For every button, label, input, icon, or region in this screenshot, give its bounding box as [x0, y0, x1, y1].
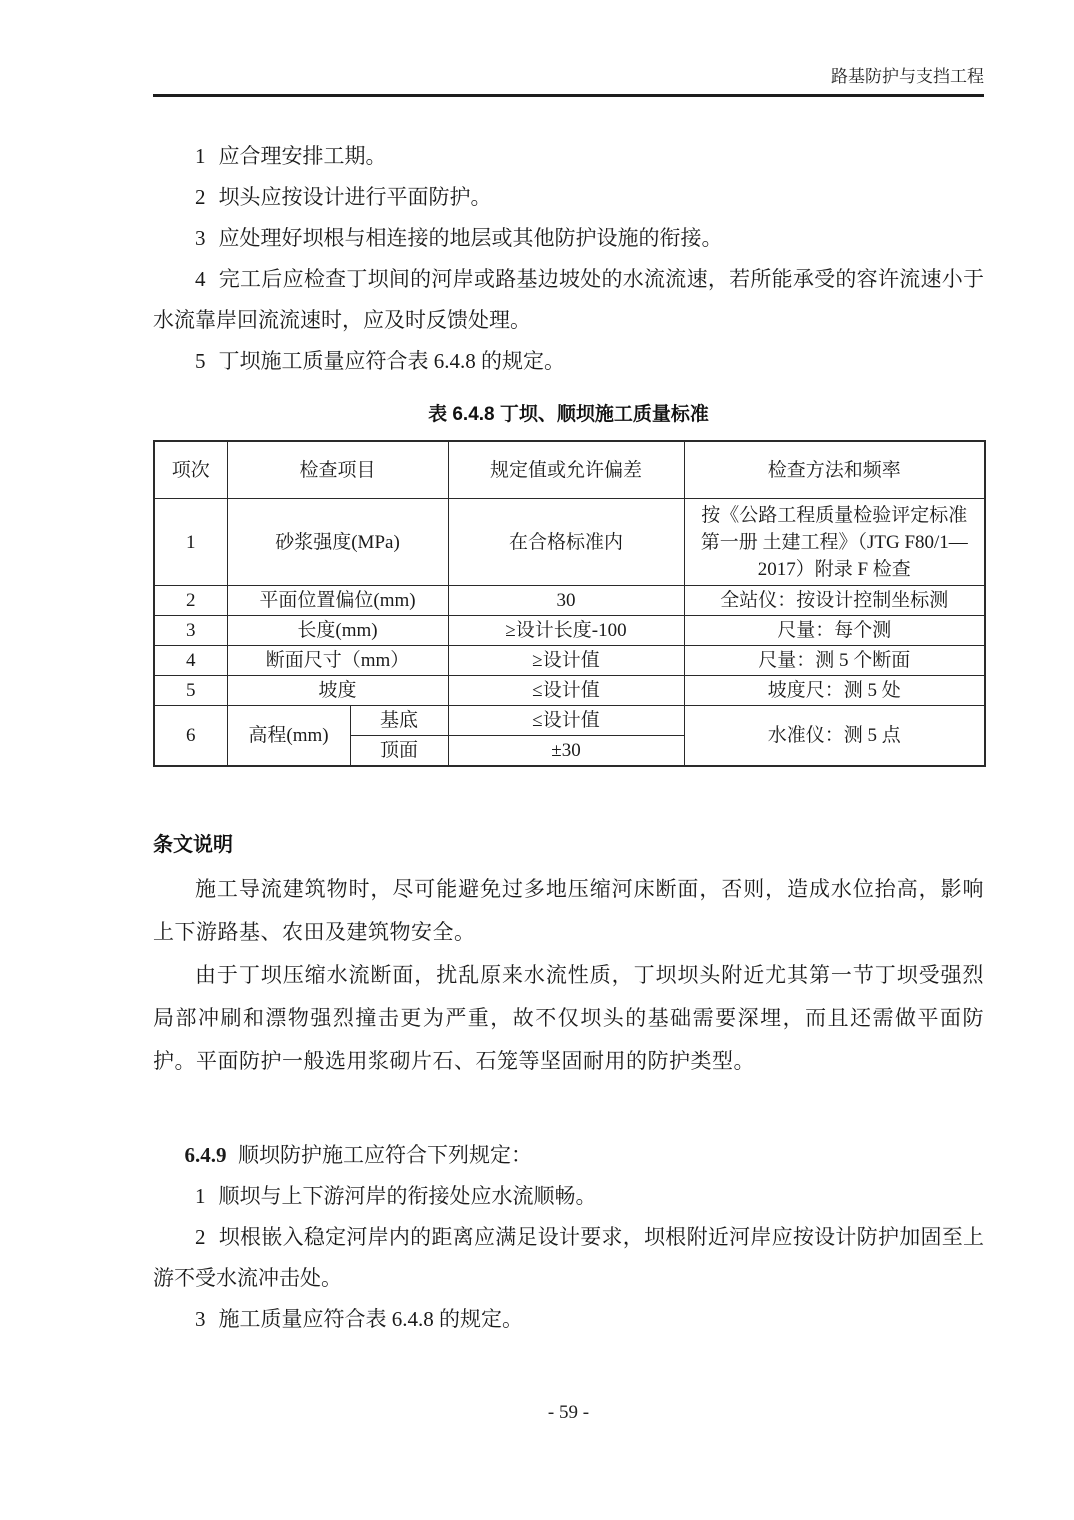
- item-number: 5: [195, 349, 206, 373]
- clause-648-item-4: [153, 259, 984, 341]
- cell-value: 在合格标准内: [448, 499, 684, 586]
- cell-method: 坡度尺：测 5 处: [684, 676, 985, 706]
- table-row-5: [154, 676, 985, 706]
- th-check-item: 检查项目: [227, 441, 448, 499]
- clause-649-heading: [153, 1135, 984, 1176]
- item-number: 2: [195, 1225, 206, 1249]
- item-text: 完工后应检查丁坝间的河岸或路基边坡处的水流流速，若所能承受的容许流速小于水流靠岸回流流速时，应及时反馈处理。: [153, 267, 984, 332]
- cell-method: 按《公路工程质量检验评定标准 第一册 土建工程》（JTG F80/1—2017）附录 F 检查: [684, 499, 985, 586]
- cell-item: 高程(mm): [227, 706, 350, 767]
- item-number: 3: [195, 226, 206, 250]
- item-number: 1: [195, 1184, 206, 1208]
- item-text: 应合理安排工期。: [218, 144, 387, 168]
- item-text: 坝头应按设计进行平面防护。: [218, 185, 492, 209]
- table-row-3: [154, 616, 985, 646]
- clause-648-item-3: [153, 218, 984, 259]
- clause-648-item-1: [153, 136, 984, 177]
- cell-value: ≥设计长度-100: [448, 616, 684, 646]
- cell-item: 长度(mm): [227, 616, 448, 646]
- cell-item: 平面位置偏位(mm): [227, 586, 448, 616]
- clause-649-title: 顺坝防护施工应符合下列规定：: [238, 1143, 533, 1167]
- cell-method: 尺量：测 5 个断面: [684, 646, 985, 676]
- table-row-4: [154, 646, 985, 676]
- th-method: 检查方法和频率: [684, 441, 985, 499]
- table-title: 表 6.4.8 丁坝、顺坝施工质量标准: [428, 404, 709, 425]
- table-row-2: [154, 586, 985, 616]
- cell-value: 30: [448, 586, 684, 616]
- cell-value: ≤设计值: [448, 676, 684, 706]
- cell-method: 尺量：每个测: [684, 616, 985, 646]
- table-header-row: [154, 441, 985, 499]
- quality-standard-table: [153, 440, 986, 767]
- item-text: 丁坝施工质量应符合表 6.4.8 的规定。: [218, 349, 566, 373]
- cell-no: 5: [154, 676, 227, 706]
- table-row-1: [154, 499, 985, 586]
- running-header: [153, 66, 984, 97]
- cell-value: ±30: [448, 736, 684, 767]
- cell-no: 4: [154, 646, 227, 676]
- clause-649-number: 6.4.9: [184, 1143, 227, 1167]
- cell-no: 3: [154, 616, 227, 646]
- commentary-paragraph-2: 由于丁坝压缩水流断面，扰乱原来水流性质，丁坝坝头附近尤其第一节丁坝受强烈局部冲刷和漂物强烈撞击更为严重，故不仅坝头的基础需要深埋，而且还需做平面防护。平面防护一般选用浆砌片石、石笼等坚固耐用的防护类型。: [153, 963, 984, 1073]
- clause-649-item-1: [153, 1176, 984, 1217]
- cell-item: 砂浆强度(MPa): [227, 499, 448, 586]
- cell-item: 坡度: [227, 676, 448, 706]
- cell-sublabel: 顶面: [350, 736, 448, 767]
- table-row-6a: [154, 706, 985, 736]
- item-text: 应处理好坝根与相连接的地层或其他防护设施的衔接。: [218, 226, 723, 250]
- item-number: 2: [195, 185, 206, 209]
- item-text: 顺坝与上下游河岸的衔接处应水流顺畅。: [218, 1184, 597, 1208]
- commentary-heading: 条文说明: [153, 834, 233, 856]
- cell-no: 2: [154, 586, 227, 616]
- commentary-paragraph-1: 施工导流建筑物时，尽可能避免过多地压缩河床断面，否则，造成水位抬高，影响上下游路基、农田及建筑物安全。: [153, 877, 984, 944]
- item-number: 3: [195, 1307, 206, 1331]
- cell-value: ≥设计值: [448, 646, 684, 676]
- th-item-no: 项次: [154, 441, 227, 499]
- th-value: 规定值或允许偏差: [448, 441, 684, 499]
- item-number: 4: [195, 267, 206, 291]
- clause-648-item-5: [153, 341, 984, 382]
- item-text: 施工质量应符合表 6.4.8 的规定。: [218, 1307, 524, 1331]
- cell-item: 断面尺寸（mm）: [227, 646, 448, 676]
- cell-no: 6: [154, 706, 227, 767]
- cell-sublabel: 基底: [350, 706, 448, 736]
- page-number: - 59 -: [547, 1402, 590, 1423]
- page-content: [153, 136, 984, 1340]
- item-text: 坝根嵌入稳定河岸内的距离应满足设计要求，坝根附近河岸应按设计防护加固至上游不受水流冲击处。: [153, 1225, 984, 1290]
- item-number: 1: [195, 144, 206, 168]
- cell-no: 1: [154, 499, 227, 586]
- cell-method: 水准仪：测 5 点: [684, 706, 985, 767]
- clause-648-item-2: [153, 177, 984, 218]
- cell-method: 全站仪：按设计控制坐标测: [684, 586, 985, 616]
- clause-649-item-2: [153, 1217, 984, 1299]
- running-header-text: 路基防护与支挡工程: [831, 67, 984, 86]
- cell-value: ≤设计值: [448, 706, 684, 736]
- clause-649-item-3: [153, 1299, 984, 1340]
